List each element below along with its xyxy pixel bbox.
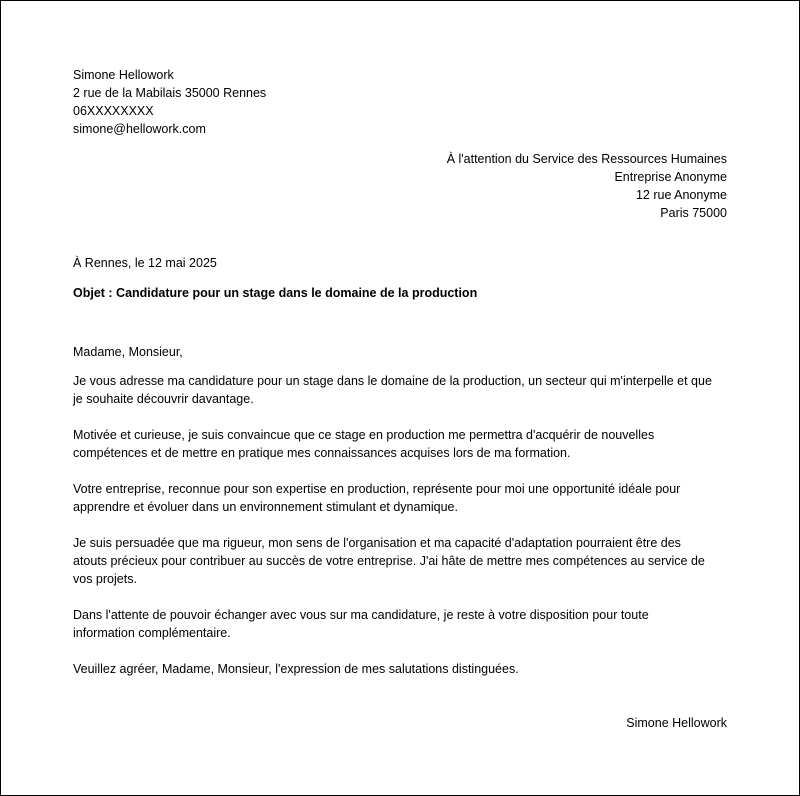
sender-address: 2 rue de la Mabilais 35000 Rennes [73, 86, 267, 100]
paragraph-line: Motivée et curieuse, je suis convaincue que ce stage en production me permettra d'acquérir de nouvelles [73, 428, 655, 442]
date-line: À Rennes, le 12 mai 2025 [73, 256, 217, 270]
sender-name: Simone Hellowork [73, 68, 174, 82]
paragraph-line: Je suis persuadée que ma rigueur, mon sens de l'organisation et ma capacité d'adaptation pourraient être des [73, 536, 681, 550]
paragraph-line: apprendre et évoluer dans un environnement stimulant et dynamique. [73, 500, 458, 514]
recipient-company: Entreprise Anonyme [614, 170, 727, 184]
signature: Simone Hellowork [626, 716, 727, 730]
paragraph-line: Dans l'attente de pouvoir échanger avec vous sur ma candidature, je reste à votre disposition pour toute [73, 608, 649, 622]
subject-line: Objet : Candidature pour un stage dans le domaine de la production [73, 286, 478, 300]
paragraph-line: atouts précieux pour contribuer au succès de votre entreprise. J'ai hâte de mettre mes compétences au service de [73, 554, 705, 568]
salutation: Madame, Monsieur, [73, 345, 183, 359]
paragraph-line: Veuillez agréer, Madame, Monsieur, l'expression de mes salutations distinguées. [73, 662, 519, 676]
sender-email: simone@hellowork.com [73, 122, 206, 136]
recipient-street: 12 rue Anonyme [635, 188, 727, 202]
sender-phone: 06XXXXXXXX [73, 104, 154, 118]
paragraph-line: Je vous adresse ma candidature pour un stage dans le domaine de la production, un secteur qui m'interpelle et que [73, 374, 712, 388]
paragraph-line: information complémentaire. [73, 626, 231, 640]
paragraph-line: je souhaite découvrir davantage. [73, 392, 254, 406]
paragraph-line: compétences et de mettre en pratique mes connaissances acquises lors de ma formation. [73, 446, 571, 460]
recipient-city: Paris 75000 [660, 206, 727, 220]
recipient-attention: À l'attention du Service des Ressources Humaines [446, 152, 727, 166]
paragraph-line: Votre entreprise, reconnue pour son expertise en production, représente pour moi une opportunité idéale pour [73, 482, 681, 496]
paragraph-line: vos projets. [73, 572, 137, 586]
